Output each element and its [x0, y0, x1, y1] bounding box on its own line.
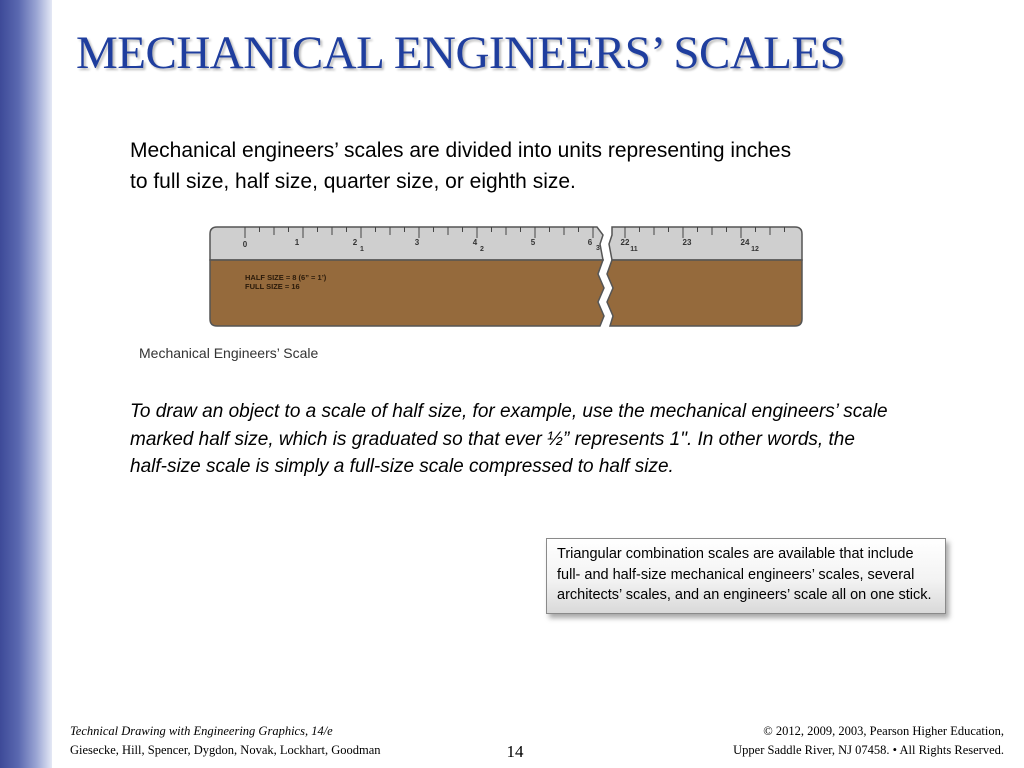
ruler-right-edge	[609, 227, 802, 260]
ruler-left-edge	[210, 227, 603, 260]
tick-sublabel-11: 11	[630, 246, 638, 253]
tick-sublabel-1: 1	[360, 246, 364, 253]
tick-sublabel-12: 12	[751, 246, 759, 253]
body-paragraph: To draw an object to a scale of half size, for example, use the mechanical engineers’ scale marked half size, which is graduated so that ever ½” represents 1". In other words, the half-size scale is simply a full-size scale compressed to half size.	[130, 401, 888, 477]
tick-label-1: 1	[294, 238, 300, 247]
page-number: 14	[506, 742, 524, 761]
mechanical-scale-figure	[205, 222, 810, 334]
intro-line-2: to full size, half size, quarter size, or eighth size.	[130, 170, 576, 193]
tick-label-3: 3	[414, 238, 420, 247]
copyright-line-1: © 2012, 2009, 2003, Pearson Higher Education,	[763, 724, 1004, 738]
tick-label-4: 4	[472, 238, 478, 247]
full-size-label: FULL SIZE = 16	[245, 282, 300, 291]
scale-illustration	[205, 222, 810, 334]
footer-copyright	[733, 722, 1004, 760]
intro-line-1: Mechanical engineers’ scales are divided into units representing inches	[130, 139, 792, 162]
tick-label-23: 23	[682, 238, 692, 247]
callout-box: Triangular combination scales are available that include full- and half-size mechanical engineers’ scales, several architects’ scales, and an engineers’ scale all on one stick.	[546, 538, 946, 614]
tick-label-6: 6	[587, 238, 593, 247]
tick-label-22: 22	[620, 238, 630, 247]
tick-label-2: 2	[352, 238, 358, 247]
intro-text	[130, 135, 960, 197]
footer-citation	[70, 722, 381, 760]
ruler-right-body	[607, 260, 802, 326]
tick-label-5: 5	[530, 238, 536, 247]
half-size-label: HALF SIZE = 8 (6” = 1’)	[245, 273, 327, 282]
slide-title: MECHANICAL ENGINEERS’ SCALES	[76, 27, 846, 79]
figure-caption: Mechanical Engineers’ Scale	[139, 345, 319, 361]
tick-label-0: 0	[242, 240, 248, 249]
book-title: Technical Drawing with Engineering Graphics, 14/e	[70, 724, 333, 738]
copyright-line-2: Upper Saddle River, NJ 07458. • All Rights Reserved.	[733, 743, 1004, 757]
ruler-left-body	[210, 260, 604, 326]
book-authors: Giesecke, Hill, Spencer, Dygdon, Novak, Lockhart, Goodman	[70, 743, 381, 757]
tick-sublabel-2: 2	[480, 246, 484, 253]
tick-sublabel-3: 3	[596, 245, 600, 252]
left-gradient-bar	[0, 0, 52, 768]
tick-label-24: 24	[740, 238, 750, 247]
